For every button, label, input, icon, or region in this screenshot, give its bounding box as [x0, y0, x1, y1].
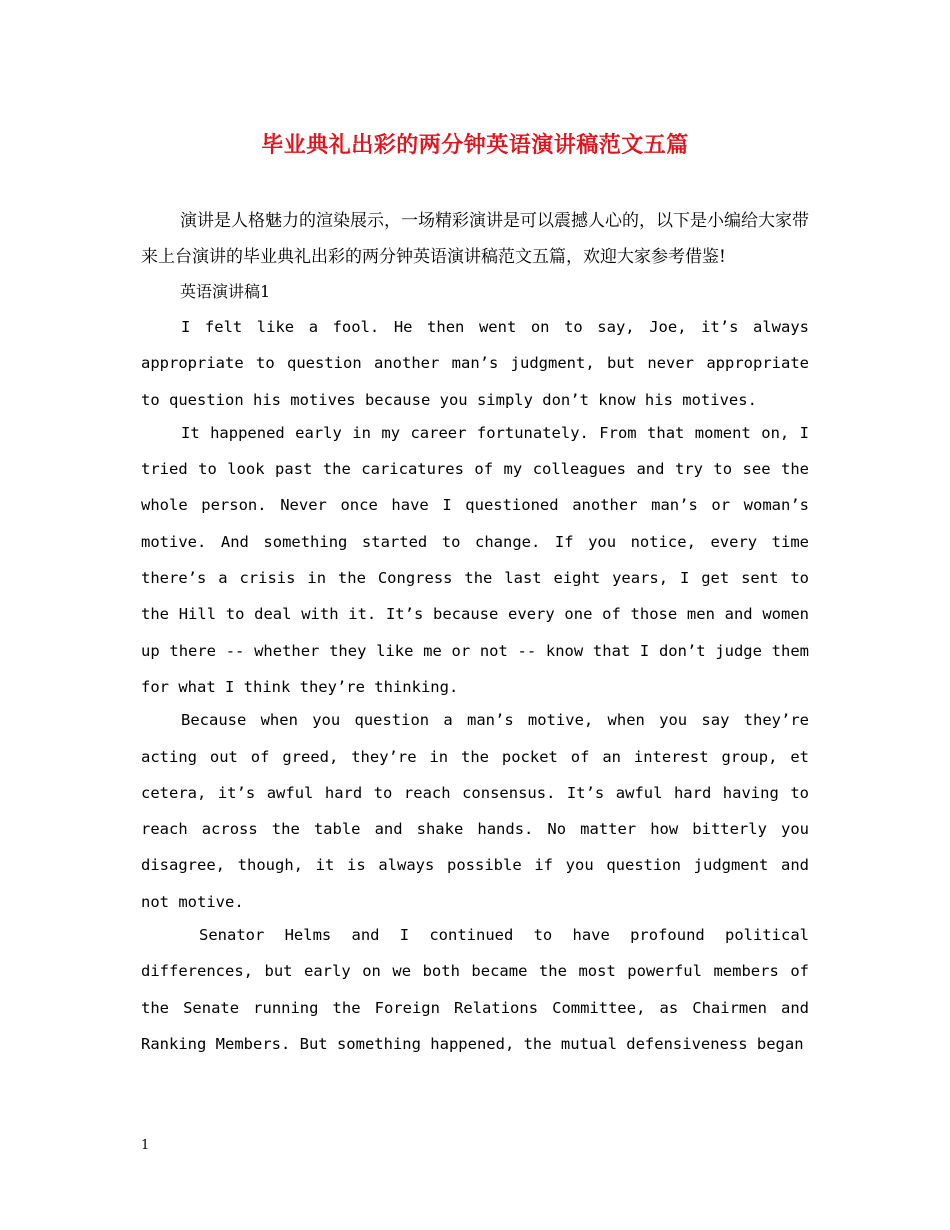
- section-heading: 英语演讲稿1: [180, 282, 271, 301]
- paragraph-1: I felt like a fool. He then went on to say, Joe, it’s always appropriate to question another man’s judgment, but never appropriate to question his motives because you simply don’t know his motives.: [141, 318, 809, 409]
- intro-paragraph: 演讲是人格魅力的渲染展示，一场精彩演讲是可以震撼人心的，以下是小编给大家带来上台演讲的毕业典礼出彩的两分钟英语演讲稿范文五篇，欢迎大家参考借鉴!: [141, 211, 809, 267]
- document-title: 毕业典礼出彩的两分钟英语演讲稿范文五篇: [261, 132, 689, 158]
- page-number: 1: [141, 1138, 150, 1153]
- paragraph-3: Because when you question a man’s motive, when you say they’re acting out of greed, they’re in the pocket of an interest group, et cetera, it’s awful hard to reach consensus. It’s awful hard having to reach across the table and shake hands. No matter how bitterly you disagree, though, it is always possible if you question judgment and not motive.: [141, 711, 809, 911]
- paragraph-2: It happened early in my career fortunately. From that moment on, I tried to look past the caricatures of my colleagues and try to see the whole person. Never once have I questioned another man’s or woman’s motive. And something started to change. If you notice, every time there’s a crisis in the Congress the last eight years, I get sent to the Hill to deal with it. It’s because every one of those men and women up there -- whether they like me or not -- know that I don’t judge them for what I think they’re thinking.: [141, 423, 809, 696]
- document-body: [141, 203, 809, 1062]
- paragraph-4: Senator Helms and I continued to have profound political differences, but early on we both became the most powerful members of the Senate running the Foreign Relations Committee, as Chairmen and Ranking Members. But something happened, the mutual defensiveness began: [141, 926, 809, 1053]
